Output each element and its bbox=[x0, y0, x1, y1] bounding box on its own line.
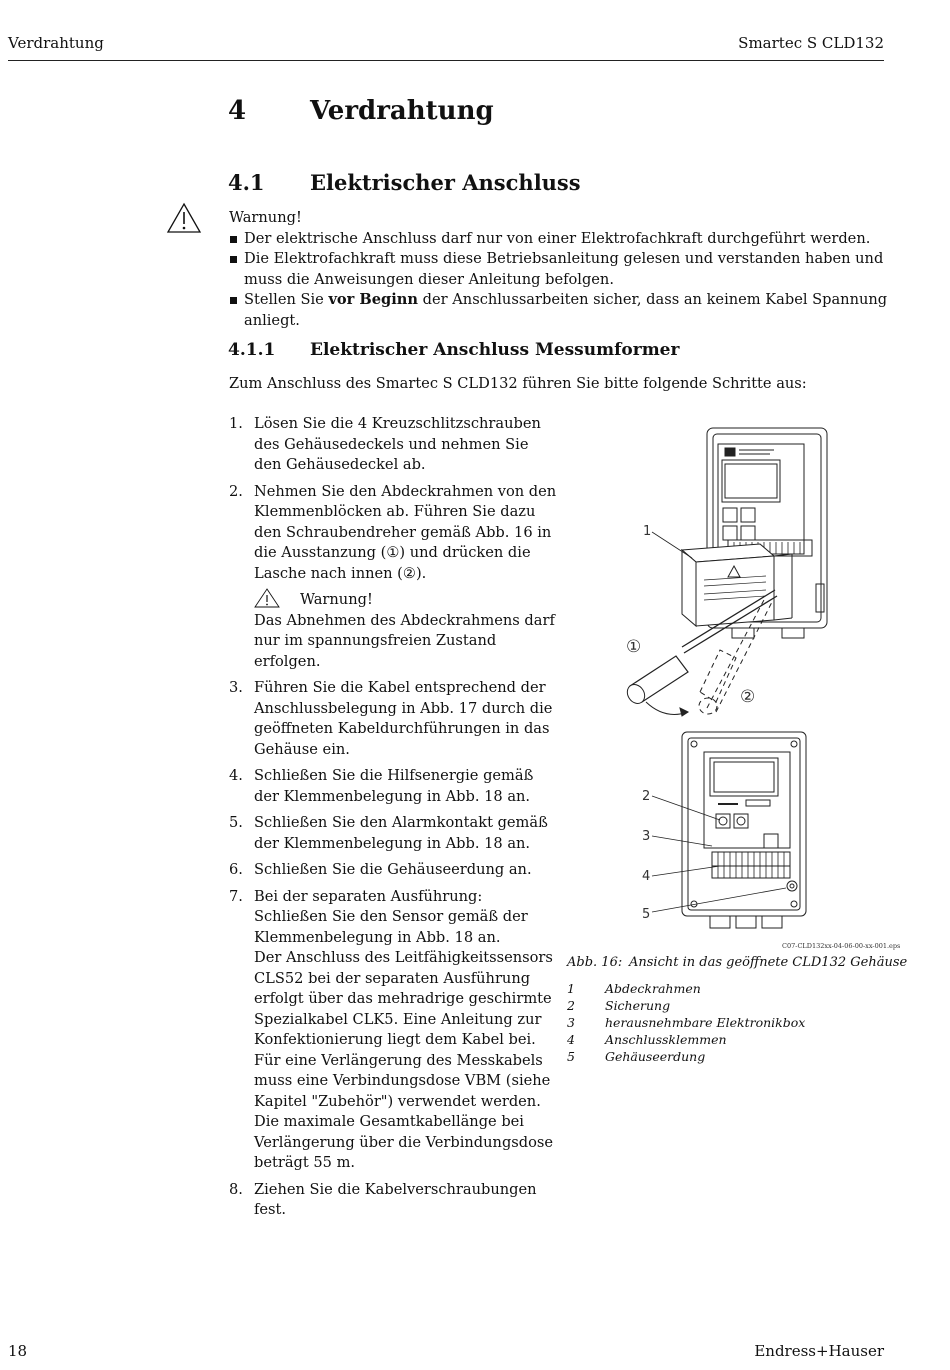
chapter-title: Verdrahtung bbox=[310, 96, 494, 126]
warning-title: Warnung! bbox=[229, 209, 302, 226]
legend-item: 3 herausnehmbare Elektronikbox bbox=[567, 1015, 806, 1030]
callout-5: 5 bbox=[642, 907, 651, 922]
section-heading bbox=[228, 170, 581, 195]
legend-item: 5 Gehäuseerdung bbox=[567, 1049, 706, 1064]
callout-2: 2 bbox=[642, 789, 651, 804]
list-item: 8. Ziehen Sie die Kabelverschraubungen fest. bbox=[229, 1180, 537, 1218]
callout-3: 3 bbox=[642, 829, 651, 844]
list-item: 1. Lösen Sie die 4 Kreuzschlitzschrauben des Gehäusedeckels und nehmen Sie den Gehäusedeckel ab. bbox=[229, 415, 541, 473]
list-item: 6. Schließen Sie die Gehäuseerdung an. bbox=[229, 861, 532, 878]
callout-circled-1: ① bbox=[626, 637, 642, 657]
callout-1: 1 bbox=[643, 524, 652, 539]
list-item: 5. Schließen Sie den Alarmkontakt gemäß der Klemmenbelegung in Abb. 18 an. bbox=[229, 814, 548, 852]
warning-small-icon bbox=[254, 588, 280, 608]
intro-paragraph: Zum Anschluss des Smartec S CLD132 führen Sie bitte folgende Schritte aus: bbox=[229, 375, 807, 392]
callout-4: 4 bbox=[642, 869, 651, 884]
figure-legend bbox=[567, 980, 805, 1065]
list-item: 4. Schließen Sie die Hilfsenergie gemäß der Klemmenbelegung in Abb. 18 an. bbox=[229, 767, 534, 805]
running-header-right: Smartec S CLD132 bbox=[738, 34, 884, 52]
list-item: 7. Bei der separaten Ausführung: Schließen Sie den Sensor gemäß der Klemmenbelegung in Abb. 18 an. Der Anschluss des Leitfähigkeitssensors CLS52 bei der separaten Ausführung erfolgt über das mehradrige geschirmte Spezialkabel CLK5. Eine Anleitung zur Konfektionierung liegt dem Kabel bei. Für eine Verlängerung des Messkabels muss eine Verbindungsdose VBM (siehe Kapitel "Zubehör") verwendet werden. Die maximale Gesamtkabellänge bei Verlängerung über die Verbindungsdose beträgt 55 m. bbox=[229, 887, 554, 1171]
running-header-left: Verdrahtung bbox=[8, 34, 104, 52]
warning-item: Der elektrische Anschluss darf nur von einer Elektrofachkraft durchgeführt werden. bbox=[229, 229, 889, 250]
chapter-heading bbox=[228, 96, 494, 126]
steps-list bbox=[229, 414, 559, 1227]
subsection-title: Elektrischer Anschluss Messumformer bbox=[310, 340, 680, 360]
section-number: 4.1 bbox=[228, 170, 265, 195]
list-item: 2. Nehmen Sie den Abdeckrahmen von den Klemmenblöcken ab. Führen Sie dazu den Schraubendreher gemäß Abb. 16 in die Ausstanzung (①) und drücken die Lasche nach innen (②). Warnung! Das Abnehmen des Abdeckrahmens darf nur im spannungsfreien Zustand erfolgen. bbox=[229, 482, 559, 673]
subsection-heading bbox=[228, 340, 679, 360]
warning-triangle-icon bbox=[166, 202, 202, 234]
legend-item: 1 Abdeckrahmen bbox=[567, 981, 701, 996]
list-item: 3. Führen Sie die Kabel entsprechend der Anschlussbelegung in Abb. 17 durch die geöffneten Kabeldurchführungen in das Gehäuse ein. bbox=[229, 679, 553, 758]
section-title: Elektrischer Anschluss bbox=[310, 170, 581, 195]
step-warning bbox=[254, 588, 559, 672]
page-number: 18 bbox=[8, 1342, 28, 1360]
header-rule bbox=[8, 60, 884, 61]
chapter-number: 4 bbox=[228, 96, 247, 126]
subsection-number: 4.1.1 bbox=[228, 340, 276, 360]
figure-filename: C07-CLD132xx-04-06-00-xx-001.eps bbox=[782, 942, 901, 950]
caption-label: Abb. 16: bbox=[567, 955, 623, 970]
warning-block bbox=[229, 208, 889, 331]
legend-item: 2 Sicherung bbox=[567, 998, 671, 1013]
caption-text: Ansicht in das geöffnete CLD132 Gehäuse bbox=[629, 955, 908, 970]
figure-caption bbox=[567, 955, 907, 970]
figure-housing-drawing bbox=[560, 420, 890, 950]
warning-item: Stellen Sie vor Beginn der Anschlussarbeiten sicher, dass an keinem Kabel Spannung anliegt. bbox=[229, 290, 889, 331]
warning-item: Die Elektrofachkraft muss diese Betriebsanleitung gelesen und verstanden haben und muss die Anweisungen dieser Anleitung befolgen. bbox=[229, 249, 889, 290]
legend-item: 4 Anschlussklemmen bbox=[567, 1032, 727, 1047]
callout-circled-2: ② bbox=[740, 687, 756, 707]
step-warning-title: Warnung! bbox=[300, 591, 373, 608]
step-warning-text: Das Abnehmen des Abdeckrahmens darf nur im spannungsfreien Zustand erfolgen. bbox=[254, 611, 555, 670]
footer-brand: Endress+Hauser bbox=[754, 1342, 884, 1360]
